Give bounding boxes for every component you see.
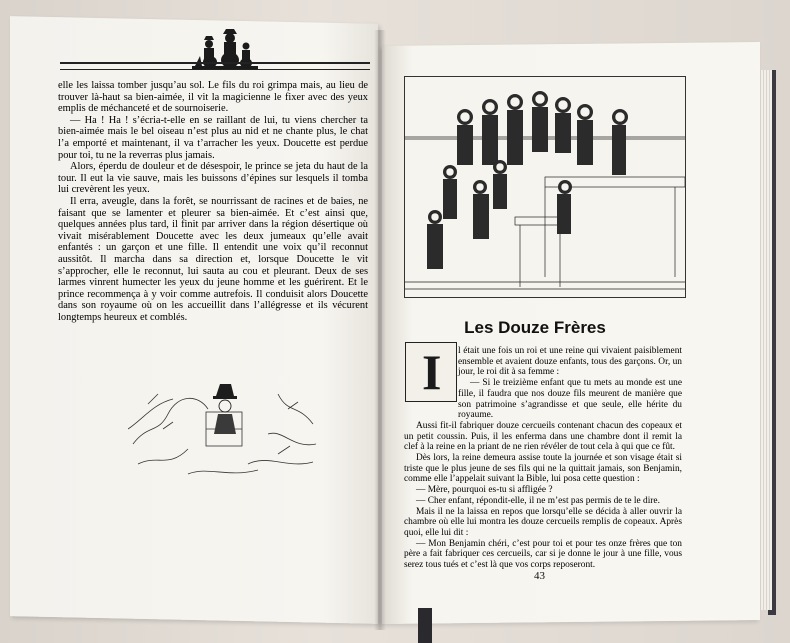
header-rule [60,62,370,70]
right-paragraph: — Si le treizième enfant que tu mets au monde est une fille, il faudra que nos douze fils meurent de manière que son patrimoine s’agrandisse et que seule, elle hérite du royaume. [458,378,682,421]
left-paragraph: Il erra, aveugle, dans la forêt, se nourrissant de racines et de baies, ne faisant que se lamenter et pleurer sa bien-aimée. Et c’est ainsi que, quelques années plus tard, il finit par arriver dans la région désertique où vivait misérablement Doucette avec les deux jumeaux qu’elle avait enfantés : un garçon et une fille. Il entendit une voix qu’il reconnut aussitôt. Il marcha dans sa direction et, lorsque Doucette le vit s’approcher, elle le reconnut, lui sauta au cou et pleurant. Deux de ses larmes vinrent humecter les yeux du jeune homme et les guérirent. Et le prince recommença à y voir comme autrefois. Il conduisit alors Doucette dans son royaume où on les accueillit dans l’allégresse et ils vécurent longtemps heureux et comblés. [58,195,368,323]
story-title: Les Douze Frères [464,318,606,337]
book-spine-shadow [374,30,386,630]
left-paragraph: elle les laissa tomber jusqu’au sol. Le fils du roi grimpa mais, au lieu de trouver là-haut sa bien-aimée, il vit la magicienne le fixer avec des yeux emplis de méchanceté et de sournoiserie. [58,80,368,115]
right-paragraph: — Mon Benjamin chéri, c’est pour toi et pour tes onze frères que ton père a fait fabriquer ces cercueils, car si je donne le jour à une fille, vous serez tous tués et c’est là que vos corps reposeront. [404,538,682,571]
left-paragraph: Alors, éperdu de douleur et de désespoir, le prince se jeta du haut de la tour. Il eut la vie sauve, mais les buissons d’épines sur lesquels il tomba lui crevèrent les yeux. [58,161,368,196]
right-page-text [404,346,682,571]
right-paragraph: — Cher enfant, répondit-elle, il ne m’est pas permis de te le dire. [416,495,660,506]
feast-engraving-illustration [404,76,686,298]
right-paragraph: Aussi fit-il fabriquer douze cercueils contenant chacun des copeaux et un petit coussin. Puis, il les enferma dans une chambre dont il remit la clef à la reine en la priant de ne rien révéler de tout cela à qui que ce fût. [404,420,682,453]
page-edges [758,70,772,610]
tower-window-illustration [128,374,318,484]
right-paragraph: — Mère, pourquoi es-tu si affligée ? [416,485,553,496]
page-number: 43 [534,570,545,582]
feast-engraving-drawing [405,77,685,297]
bookmark-ribbon [418,608,432,643]
drop-cap-letter: I [422,344,442,400]
right-paragraph: l était une fois un roi et une reine qui vivaient paisiblement ensemble et avaient douze enfants, tous des garçons. Or, un jour, le roi dit à sa femme : [458,346,682,378]
left-page-text [58,80,368,323]
left-paragraph: — Ha ! Ha ! s’écria-t-elle en se raillant de lui, tu viens chercher ta bien-aimée mais le bel oiseau n’est plus au nid et ne chante plus, le chat l’a emporté et maintenant, il va t’arracher les yeux. Doucette est perdue pour toi, tu ne la reverras plus jamais. [58,114,368,161]
right-paragraph: Dès lors, la reine demeura assise toute la journée et son visage était si triste que le plus jeune de ses fils qui ne la quittait jamais, son Benjamin, comme elle l’appelait suivant la Bible, lui posa cette question : [404,453,682,485]
right-paragraph: Mais il ne la laissa en repos que lorsqu’elle se décida à aller ouvrir la chambre où elle lui montra les douze cercueils remplis de copeaux. Après quoi, elle lui dit : [404,506,682,538]
